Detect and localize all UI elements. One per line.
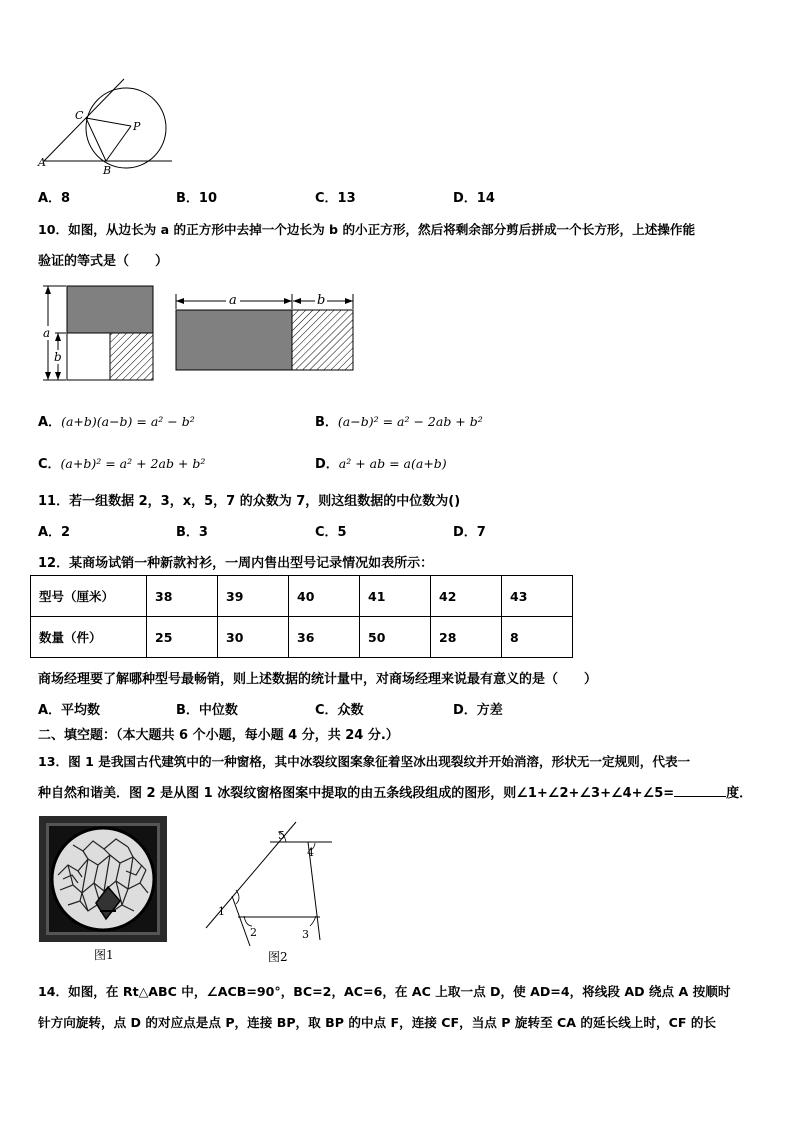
q10-option-b — [315, 411, 483, 430]
table-row — [31, 617, 573, 658]
q12-stem: 12．某商场试销一种新款衬衫，一周内售出型号记录情况如表所示： — [38, 556, 434, 571]
q9-option-b: B．10 — [176, 191, 217, 206]
q9-segment-pb — [106, 126, 131, 161]
q13-angle-label-1: 1 — [218, 905, 225, 918]
q10-label-b-top: b — [317, 293, 326, 308]
q9-label-p: P — [133, 120, 141, 133]
table-cell: 41 — [360, 576, 431, 617]
q14-stem-line2: 针方向旋转，点 D 的对应点是点 P，连接 BP，取 BP 的中点 F，连接 CF，当点 P 旋转至 CA 的延长线上时，CF 的长 — [38, 1015, 717, 1030]
table-cell: 40 — [289, 576, 360, 617]
q13-angle-label-4: 4 — [307, 846, 314, 859]
q12-followup: 商场经理要了解哪种型号最畅销，则上述数据的统计量中，对商场经理来说最有意义的是（ ） — [38, 672, 598, 687]
q10-option-a — [38, 411, 195, 430]
table-cell: 50 — [360, 617, 431, 658]
q10-rectangle-figure — [170, 290, 360, 374]
q13-angle-label-2: 2 — [250, 926, 257, 939]
q10-option-a-letter: A． — [38, 415, 62, 430]
q9-label-a: A — [38, 156, 46, 169]
q10-square-figure — [38, 280, 160, 384]
q10-option-b-formula: (a−b)² = a² − 2ab + b² — [337, 414, 483, 429]
q11-option-d: D．7 — [453, 525, 486, 540]
q12-option-b: B．中位数 — [176, 703, 238, 718]
q9-option-c: C．13 — [315, 191, 356, 206]
q10-stem-line1: 10．如图，从边长为 a 的正方形中去掉一个边长为 b 的小正方形，然后将剩余部分剪后拼成一个长方形，上述操作能 — [38, 222, 696, 237]
q13-figure1-ice-crack-window — [38, 815, 170, 945]
table-cell: 数量（件） — [31, 617, 147, 658]
q10-option-d-letter: D． — [315, 457, 339, 472]
q10-option-c — [38, 453, 205, 472]
q12-option-d: D．方差 — [453, 703, 503, 718]
q10-gray-rectangle — [176, 310, 292, 370]
table-row — [31, 576, 573, 617]
table-cell: 38 — [147, 576, 218, 617]
q10-option-d-formula: a² + ab = a(a+b) — [338, 456, 447, 471]
q10-label-a-left: a — [43, 326, 51, 340]
table-cell: 28 — [431, 617, 502, 658]
q9-segment-cp — [86, 118, 131, 126]
q12-option-a: A．平均数 — [38, 703, 101, 718]
q9-tangent-circle-figure — [30, 75, 180, 180]
q12-size-table — [30, 575, 573, 658]
q10-option-d — [315, 453, 447, 472]
q10-label-a-top: a — [229, 293, 237, 308]
q9-label-b: B — [103, 164, 112, 177]
q10-white-region — [67, 333, 110, 380]
q12-option-c: C．众数 — [315, 703, 364, 718]
q13-line-left-leg — [232, 896, 250, 946]
q13-stem-line1: 13．图 1 是我国古代建筑中的一种窗格，其中冰裂纹图案象征着坚冰出现裂纹并开始消溶，形状无一定规则，代表一 — [38, 754, 691, 769]
q11-option-c: C．5 — [315, 525, 347, 540]
q11-option-b: B．3 — [176, 525, 208, 540]
q10-option-c-letter: C． — [38, 457, 61, 472]
table-cell: 8 — [502, 617, 573, 658]
q9-label-c: C — [75, 109, 84, 122]
q11-option-a: A．2 — [38, 525, 71, 540]
q10-hatched-square — [110, 333, 153, 380]
table-cell: 42 — [431, 576, 502, 617]
table-cell: 43 — [502, 576, 573, 617]
q14-stem-line1: 14．如图，在 Rt△ABC 中，∠ACB=90°，BC=2，AC=6，在 AC 上取一点 D，使 AD=4，将线段 AD 绕点 A 按顺时 — [38, 984, 731, 999]
q10-gray-region — [67, 286, 153, 333]
q13-angle-label-3: 3 — [302, 928, 309, 941]
q13-answer-blank[interactable] — [674, 784, 726, 797]
q10-option-c-formula: (a+b)² = a² + 2ab + b² — [60, 456, 206, 471]
q13-figure2-caption: 图2 — [268, 950, 288, 964]
table-cell: 25 — [147, 617, 218, 658]
q13-stem-line2 — [38, 782, 752, 801]
table-cell: 型号（厘米） — [31, 576, 147, 617]
q10-option-a-formula: (a+b)(a−b) = a² − b² — [61, 414, 195, 429]
q9-option-a: A．8 — [38, 191, 71, 206]
q10-hatched-rectangle — [292, 310, 353, 370]
q13-figure2-five-segments — [200, 818, 340, 948]
q10-option-b-letter: B． — [315, 415, 338, 430]
q9-tangent-line-ac — [44, 79, 124, 161]
q11-stem: 11．若一组数据 2，3，x，5，7 的众数为 7，则这组数据的中位数为() — [38, 494, 461, 509]
q13-stem-line2-text: 种自然和谐美．图 2 是从图 1 冰裂纹窗格图案中提取的由五条线段组成的图形，则∠1+∠2+∠3+∠4+∠5= — [38, 786, 675, 801]
q13-angle-label-5: 5 — [278, 829, 285, 842]
q9-circle — [86, 88, 166, 168]
q9-option-d: D．14 — [453, 191, 495, 206]
q10-stem-line2: 验证的等式是（ ） — [38, 254, 169, 269]
q13-figure1-caption: 图1 — [94, 948, 114, 962]
table-cell: 36 — [289, 617, 360, 658]
q10-label-b-left: b — [54, 350, 62, 364]
table-cell: 30 — [218, 617, 289, 658]
section-heading-fill-in: 二、填空题：（本大题共 6 个小题，每小题 4 分，共 24 分.） — [38, 728, 399, 743]
table-cell: 39 — [218, 576, 289, 617]
q13-stem-line2-end: 度． — [726, 786, 753, 801]
